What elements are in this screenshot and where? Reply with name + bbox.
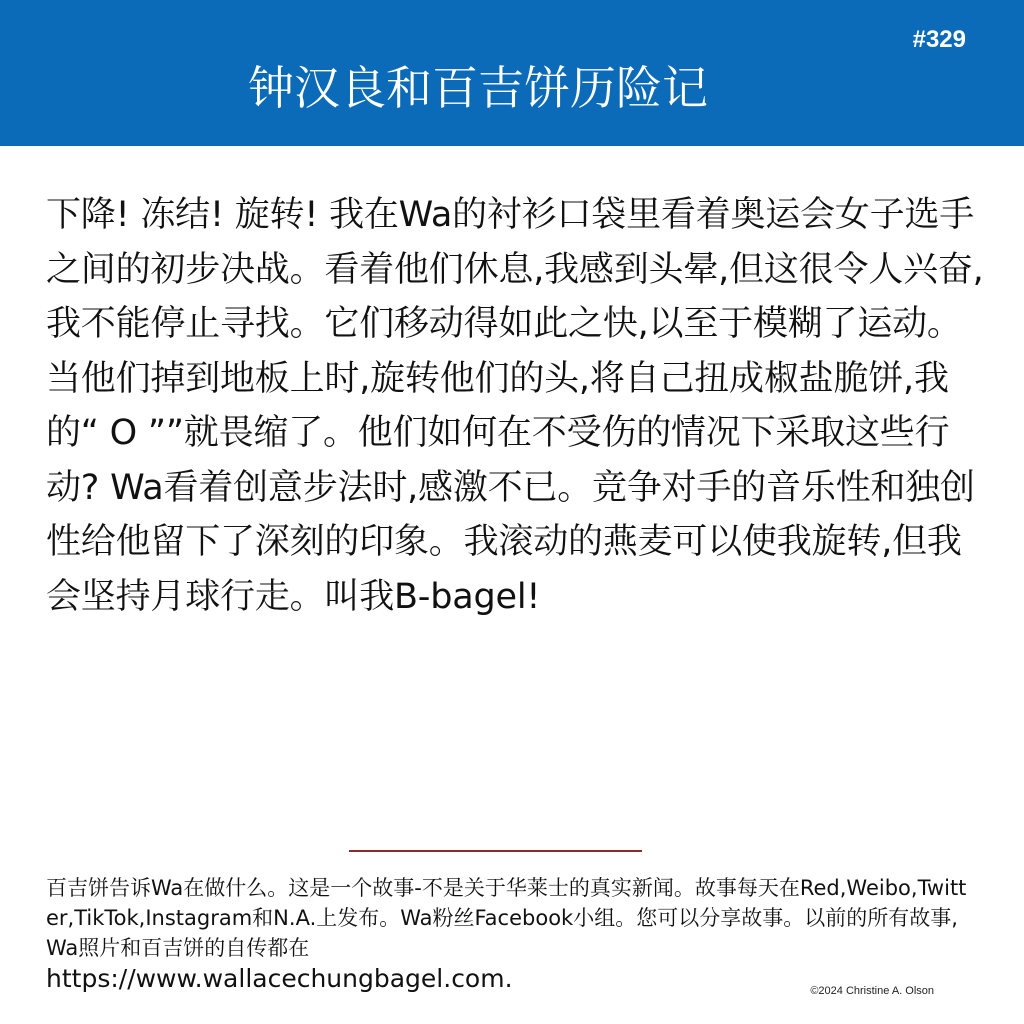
page-title: 钟汉良和百吉饼历险记 [248, 61, 708, 115]
footer-note: 百吉饼告诉Wa在做什么。这是一个故事-不是关于华莱士的真实新闻。故事每天在Red,Weibo,Twitter,TikTok,Instagram和N.A.上发布。Wa粉丝Facebook小组。您可以分享故事。以前的所有故事,Wa照片和百吉饼的自传都在 [46, 876, 967, 960]
section-divider [349, 850, 642, 852]
story-text: 下降! 冻结! 旋转! 我在Wa的衬衫口袋里看着奥运会女子选手之间的初步决战。看着他们休息,我感到头晕,但这很令人兴奋,我不能停止寻找。它们移动得如此之快,以至于模糊了运动。当他们掉到地板上时,旋转他们的头,将自己扭成椒盐脆饼,我的“ O ””就畏缩了。他们如何在不受伤的情况下采取这些行动? Wa看着创意步法时,感激不已。竞争对手的音乐性和独创性给他留下了深刻的印象。我滚动的燕麦可以使我旋转,但我会坚持月球行走。叫我B-bagel! [46, 195, 984, 617]
issue-number: #329 [912, 26, 966, 53]
website-link[interactable]: https://www.wallacechungbagel.com. [46, 964, 513, 993]
copyright-notice: ©2024 Christine A. Olson [810, 985, 934, 997]
header-banner [0, 0, 1024, 146]
